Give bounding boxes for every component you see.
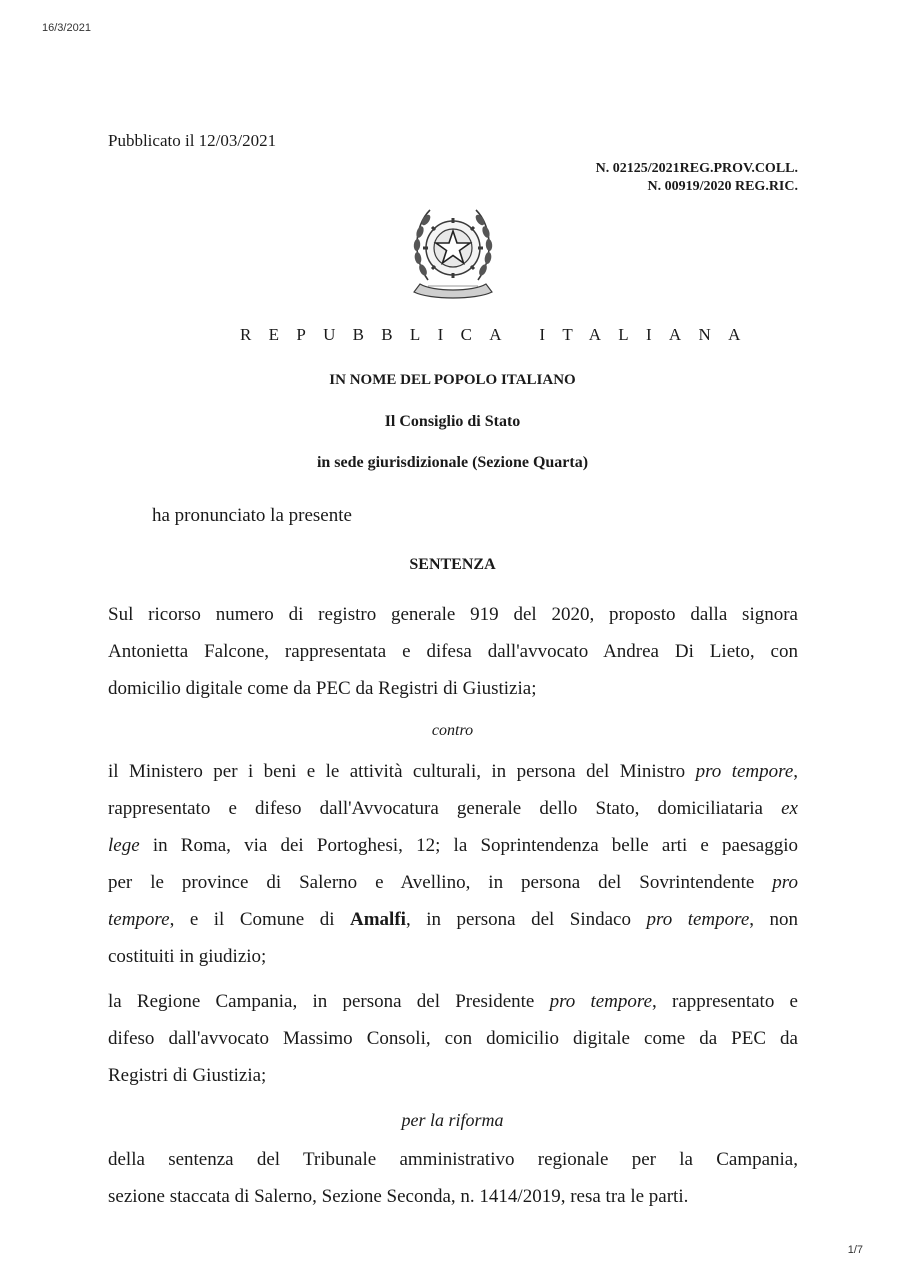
text-segment: , [793,761,799,782]
ricorso-line: Antonietta Falcone, rappresentata e difesa dall'avvocato Andrea Di Lieto, con [108,641,798,662]
italic-segment: lege [108,835,140,856]
ricorso-line: Sul ricorso numero di registro generale 919 del 2020, proposto dalla signora [108,604,798,625]
court-section: in sede giurisdizionale (Sezione Quarta) [316,454,589,471]
controparti-line [108,790,798,827]
italic-segment: pro tempore [646,909,750,930]
riforma-line: sezione staccata di Salerno, Sezione Seconda, n. 1414/2019, resa tra le parti. [108,1186,689,1207]
reg-ric: N. 00919/2020 REG.RIC. [647,179,798,194]
pronouncement-line: ha pronunciato la presente [152,505,352,526]
per-la-riforma-heading: per la riforma [401,1110,504,1130]
text-segment: , in persona del Sindaco [405,909,647,930]
controparti-paragraph [108,753,798,975]
riforma-line: della sentenza del Tribunale amministrativo regionale per la Campania, [108,1149,798,1170]
italic-segment: tempore [108,909,170,930]
ricorso-line: domicilio digitale come da PEC da Registri di Giustizia; [108,678,537,699]
text-segment: la Regione Campania, in persona del Presidente [108,991,550,1012]
controparti-line [108,827,798,864]
regione-line: Registri di Giustizia; [108,1065,267,1086]
regione-line [108,983,798,1020]
controparti-line [108,864,798,901]
text-segment: , non [749,909,799,930]
publication-date: Pubblicato il 12/03/2021 [108,131,277,150]
italic-segment: pro tempore [695,761,794,782]
text-segment: rappresentato e difeso dall'Avvocatura generale dello Stato, domiciliataria [108,798,782,819]
text-segment: per le province di Salerno e Avellino, in persona del Sovrintendente [108,872,773,893]
italic-segment: ex [781,798,798,819]
italic-segment: pro tempore [549,991,653,1012]
text-segment: il Ministero per i beni e le attività culturali, in persona del Ministro [108,761,696,782]
registry-numbers [596,160,798,196]
emblem-of-italy-icon [408,198,498,304]
riforma-paragraph [108,1141,798,1215]
italic-segment: pro [772,872,798,893]
court-name: Il Consiglio di Stato [384,413,521,430]
republic-heading: REPUBBLICA ITALIANA [240,325,758,344]
ricorso-paragraph [108,596,798,707]
in-nome-heading: IN NOME DEL POPOLO ITALIANO [329,372,576,388]
text-segment: , rappresentato e [652,991,798,1012]
controparti-line [108,753,798,790]
regione-line: difeso dall'avvocato Massimo Consoli, con domicilio digitale come da PEC da [108,1028,798,1049]
bold-segment: Amalfi [350,909,406,930]
print-date: 16/3/2021 [42,22,91,34]
regione-paragraph [108,983,798,1094]
contro-heading: contro [431,722,474,739]
text-segment: , e il Comune di [169,909,350,930]
reg-prov-coll: N. 02125/2021REG.PROV.COLL. [595,161,798,176]
page-number: 1/7 [847,1244,863,1256]
controparti-line: costituiti in giudizio; [108,946,267,967]
controparti-line [108,901,798,938]
sentenza-heading: SENTENZA [409,556,496,573]
text-segment: in Roma, via dei Portoghesi, 12; la Soprintendenza belle arti e paesaggio [139,835,798,856]
